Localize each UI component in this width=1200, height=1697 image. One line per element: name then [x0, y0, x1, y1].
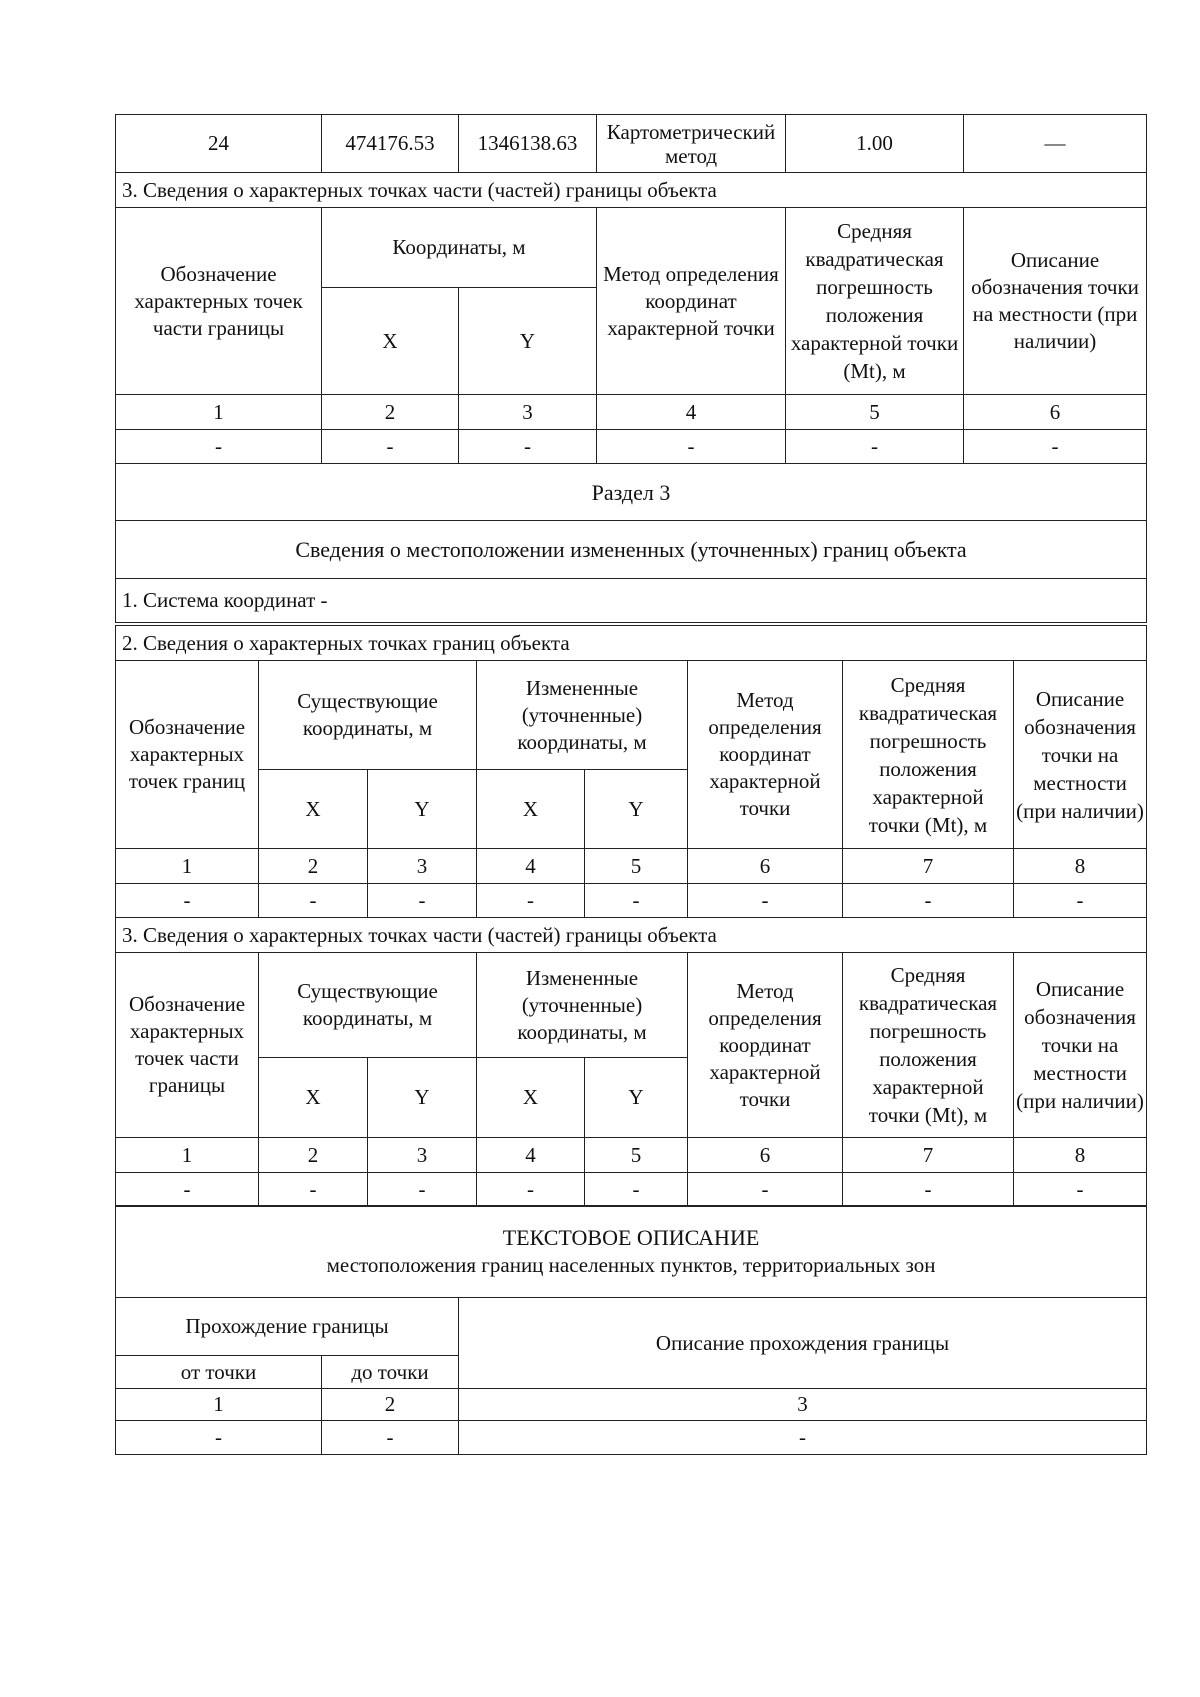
column-numbers-row: [116, 1389, 1147, 1421]
section-heading: Раздел 3: [116, 464, 1147, 521]
section-subheading: Сведения о местоположении измененных (уточненных) границ объекта: [116, 521, 1147, 579]
header-existing-coords: Существующие координаты, м: [259, 661, 477, 770]
header-designation: Обозначение характерных точек части границы: [116, 953, 259, 1138]
data-cell: -: [259, 1173, 368, 1207]
text-description-table: [115, 1205, 1147, 1455]
column-number: 2: [322, 1389, 459, 1421]
header-description: Описание обозначения точки на местности (при наличии): [1014, 661, 1147, 849]
header-passage-description: Описание прохождения границы: [459, 1298, 1147, 1389]
part-points-table-1: [115, 114, 1147, 623]
data-cell: -: [597, 430, 786, 464]
column-number: 4: [477, 1138, 585, 1173]
column-number: 1: [116, 849, 259, 884]
column-number: 5: [585, 1138, 688, 1173]
header-mt: Средняя квадратическая погрешность положения характерной точки (Mt), м: [786, 208, 964, 395]
data-cell: -: [116, 430, 322, 464]
header-x: X: [259, 1058, 368, 1138]
data-cell: -: [688, 1173, 843, 1207]
table-row: [116, 430, 1147, 464]
text-description-title: ТЕКСТОВОЕ ОПИСАНИЕ: [502, 1225, 760, 1250]
header-y: Y: [585, 770, 688, 849]
description-cell: —: [964, 115, 1147, 173]
header-y: Y: [368, 1058, 477, 1138]
header-description: Описание обозначения точки на местности (при наличии): [964, 208, 1147, 395]
mt-value: 1.00: [786, 115, 964, 173]
data-cell: -: [259, 884, 368, 918]
header-y: Y: [585, 1058, 688, 1138]
column-number: 1: [116, 395, 322, 430]
table-row: [116, 1173, 1147, 1207]
header-existing-coords: Существующие координаты, м: [259, 953, 477, 1058]
point-number: 24: [116, 115, 322, 173]
header-changed-coords: Измененные (уточненные) координаты, м: [477, 953, 688, 1058]
column-number: 2: [259, 849, 368, 884]
header-designation: Обозначение характерных точек границ: [116, 661, 259, 849]
column-number: 3: [459, 1389, 1147, 1421]
data-cell: -: [688, 884, 843, 918]
method-text: Картометрический метод: [606, 119, 776, 168]
column-number: 6: [688, 1138, 843, 1173]
data-cell: -: [116, 1173, 259, 1207]
header-y: Y: [368, 770, 477, 849]
column-numbers-row: [116, 1138, 1147, 1173]
data-cell: -: [368, 884, 477, 918]
data-cell: -: [459, 430, 597, 464]
data-cell: -: [1014, 884, 1147, 918]
coord-y: 1346138.63: [459, 115, 597, 173]
data-cell: -: [786, 430, 964, 464]
header-x: X: [259, 770, 368, 849]
section-title: 3. Сведения о характерных точках части (частей) границы объекта: [116, 918, 1147, 953]
header-method: Метод определения координат характерной точки: [688, 953, 843, 1138]
header-changed-coords: Измененные (уточненные) координаты, м: [477, 661, 688, 770]
data-cell: -: [477, 1173, 585, 1207]
data-cell: -: [116, 1421, 322, 1455]
column-number: 6: [688, 849, 843, 884]
column-number: 1: [116, 1138, 259, 1173]
column-numbers-row: [116, 395, 1147, 430]
table-row: [116, 1421, 1147, 1455]
column-number: 4: [477, 849, 585, 884]
header-coords: Координаты, м: [322, 208, 597, 288]
column-number: 1: [116, 1389, 322, 1421]
header-mt: Средняя квадратическая погрешность положения характерной точки (Mt), м: [843, 953, 1014, 1138]
header-x: X: [322, 288, 459, 395]
data-cell: -: [585, 884, 688, 918]
column-number: 6: [964, 395, 1147, 430]
data-cell: -: [368, 1173, 477, 1207]
data-cell: -: [116, 884, 259, 918]
column-number: 3: [368, 849, 477, 884]
header-designation: Обозначение характерных точек части границы: [116, 208, 322, 395]
column-number: 7: [843, 849, 1014, 884]
data-cell: -: [322, 1421, 459, 1455]
data-cell: -: [843, 1173, 1014, 1207]
header-method: Метод определения координат характерной точки: [597, 208, 786, 395]
header-mt: Средняя квадратическая погрешность положения характерной точки (Mt), м: [843, 661, 1014, 849]
data-cell: -: [1014, 1173, 1147, 1207]
table-row: [116, 884, 1147, 918]
data-cell: -: [964, 430, 1147, 464]
data-cell: -: [322, 430, 459, 464]
column-number: 5: [786, 395, 964, 430]
section-title: 2. Сведения о характерных точках границ объекта: [116, 626, 1147, 661]
text-description-subtitle: местоположения границ населенных пунктов, территориальных зон: [326, 1253, 936, 1277]
coord-x: 474176.53: [322, 115, 459, 173]
column-number: 2: [322, 395, 459, 430]
header-from-point: от точки: [116, 1356, 322, 1389]
data-cell: -: [585, 1173, 688, 1207]
column-number: 7: [843, 1138, 1014, 1173]
data-cell: -: [459, 1421, 1147, 1455]
column-number: 2: [259, 1138, 368, 1173]
boundary-points-table: [115, 625, 1147, 1207]
header-x: X: [477, 770, 585, 849]
section-title: 3. Сведения о характерных точках части (частей) границы объекта: [116, 173, 1147, 208]
header-method: Метод определения координат характерной точки: [688, 661, 843, 849]
header-description: Описание обозначения точки на местности (при наличии): [1014, 953, 1147, 1138]
header-to-point: до точки: [322, 1356, 459, 1389]
header-passage: Прохождение границы: [116, 1298, 459, 1356]
method-cell: [597, 115, 786, 173]
column-number: 4: [597, 395, 786, 430]
column-numbers-row: [116, 849, 1147, 884]
text-description-heading: [116, 1206, 1147, 1298]
data-cell: -: [477, 884, 585, 918]
coordinate-system: 1. Система координат -: [116, 579, 1147, 623]
column-number: 8: [1014, 1138, 1147, 1173]
data-cell: -: [843, 884, 1014, 918]
column-number: 5: [585, 849, 688, 884]
column-number: 3: [368, 1138, 477, 1173]
column-number: 3: [459, 395, 597, 430]
header-y: Y: [459, 288, 597, 395]
header-x: X: [477, 1058, 585, 1138]
table-row: [116, 115, 1147, 173]
column-number: 8: [1014, 849, 1147, 884]
